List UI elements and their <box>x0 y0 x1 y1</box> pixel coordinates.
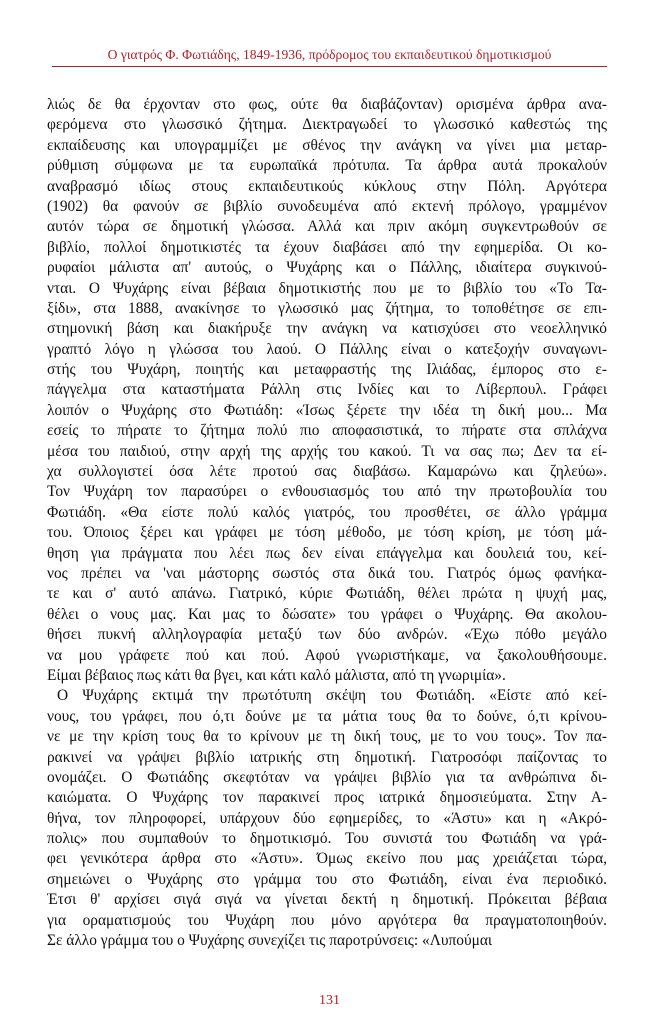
text-line: Τον Ψυχάρη τον παρασύρει ο ενθουσιασμός του από την πρωτοβουλία του <box>47 483 607 501</box>
text-line: να μου γράφετε πού και πού. Αφού γνωριστήκαμε, να ξακολουθήσουμε. <box>47 646 607 664</box>
text-line: τε και σ' αυτό απάνω. Γιατρικό, κύριε Φωτιάδη, θέλει πρώτα η ψυχή μας, <box>47 585 607 603</box>
text-line: του. Όποιος ξέρει και γράφει με τόση μέθοδο, με τόση κρίση, με τόση μά- <box>47 524 607 542</box>
text-line: φερόμενα στο γλωσσικό ζήτημα. Διεκτραγωδεί το γλωσσικό καθεστώς της <box>47 116 607 134</box>
text-line: στημονική βάση και διακήρυξε την ανάγκη να κατισχύσει στο νεοελληνικό <box>47 320 607 338</box>
text-line: νε με την κρίση τους θα το κρίνουν με τη δική τους, με το νου τους». Τον πα- <box>47 728 607 746</box>
text-line: ονομάζει. Ο Φωτιάδης σκεφτόταν να γράψει βιβλίο για τα ανθρώπινα δι- <box>47 768 607 786</box>
text-line: χα συλλογιστεί όσα λέτε προτού σας διαβάσω. Καμαρώνω και ζηλεύω». <box>47 463 607 481</box>
text-line: εσείς το πήρατε το ζήτημα πολύ πιο αποφασιστικά, το πήρατε στα σπλάχνα <box>47 422 607 440</box>
text-line: ξίδι», στα 1888, ανακίνησε το γλωσσικό μας ζήτημα, το τοποθέτησε σε επι- <box>47 299 607 317</box>
text-line: Ο Ψυχάρης εκτιμά την πρωτότυπη σκέψη του Φωτιάδη. «Είστε από κεί- <box>57 687 607 705</box>
running-head: Ο γιατρός Φ. Φωτιάδης, 1849-1936, πρόδρομος του εκπαιδευτικού δημοτικισμού <box>107 47 552 62</box>
text-line: μέσα του παιδιού, στην αρχή της αρχής του κακού. Τι να σας πω; Δεν τα εί- <box>47 442 607 460</box>
text-line: ρακινεί να γράψει βιβλίο ιατρικής στη δημοτική. Γιατροσόφι παίζοντας το <box>47 748 607 766</box>
text-line: νους, του γράφει, που ό,τι δούνε με τα μάτια τους θα το δούνε, ό,τι κρίνου- <box>47 707 607 725</box>
page-number: 131 <box>319 993 340 1008</box>
text-line: καιώματα. Ο Ψυχάρης τον παρακινεί προς ιατρικά δημοσιεύματα. Στην Α- <box>47 789 607 807</box>
text-line: εκπαίδευσης και υπογραμμίζει με σθένος την ανάγκη να γίνει μια μεταρ- <box>47 136 607 154</box>
text-line: θήσει πυκνή αλληλογραφία μεταξύ των δύο ανδρών. «Έχω πόθο μεγάλο <box>47 626 607 644</box>
text-line: φει γενικότερα άρθρα στο «Άστυ». Όμως εκείνο που μας χρειάζεται τώρα, <box>47 850 607 868</box>
text-line: λοιπόν ο Ψυχάρης στο Φωτιάδη: «Ίσως ξέρετε την ιδέα τη δική μου... Μα <box>47 401 607 419</box>
text-line: (1902) θα φανούν σε βιβλίο συνοδευμένα από εκτενή πρόλογο, γραμμένον <box>47 197 607 215</box>
text-line: γραπτό λόγο η γλώσσα του λαού. Ο Πάλλης είναι ο κατεξοχήν συναγωνι- <box>47 340 607 358</box>
text-line: ρύθμιση σύμφωνα με τα ευρωπαϊκά πρότυπα. Τα άρθρα αυτά προκαλούν <box>47 157 607 175</box>
text-line: Σε άλλο γράμμα του ο Ψυχάρης συνεχίζει τις παροτρύνσεις: «Λυπούμαι <box>47 932 493 950</box>
text-line: νται. Ο Ψυχάρης είναι βέβαια δημοτικιστής που με το βιβλίο του «Το Τα- <box>47 279 607 297</box>
text-line: για οραματισμούς του Ψυχάρη που μόνο αργότερα θα πραγματοποιηθούν. <box>47 911 607 929</box>
text-line: στής του Ψυχάρη, ποιητής και μεταφραστής της Ιλιάδας, έμπορος στο ε- <box>47 361 607 379</box>
text-line: βιβλίο, πολλοί δημοτικιστές τα έχουν διαβάσει από την εφημερίδα. Οι κο- <box>47 238 607 256</box>
text-line: αυτόν τώρα σε δημοτική γλώσσα. Αλλά και πριν ακόμη συγκεντρωθούν σε <box>47 218 607 236</box>
text-line: Έτσι θ' αρχίσει σιγά σιγά να γίνεται δεκτή η δημοτική. Πρόκειται βέβαια <box>47 891 607 909</box>
text-line: πολις» που συμπαθούν το δημοτικισμό. Του συνιστά του Φωτιάδη να γρά- <box>47 830 607 848</box>
text-line: πάγγελμα στα καταστήματα Ράλλη στις Ινδίες και το Λίβερπουλ. Γράφει <box>47 381 607 399</box>
text-line: Φωτιάδη. «Θα είστε πολύ καλός γιατρός, του προσθέτει, σε άλλο γράμμα <box>47 503 607 521</box>
text-line: θέλει ο νους μας. Και μας το δώσατε» του γράφει ο Ψυχάρης. Θα ακολου- <box>47 605 607 623</box>
header-rule <box>52 66 607 67</box>
text-line: Είμαι βέβαιος πως κάτι θα βγει, και κάτι καλό μάλιστα, από τη γνωριμία». <box>47 666 506 684</box>
text-line: ρυφαίοι μάλιστα απ' αυτούς, ο Ψυχάρης και ο Πάλλης, ιδιαίτερα συγκινού- <box>47 259 607 277</box>
text-line: νος πρέπει να 'ναι μάστορης σωστός στα δικά του. Γιατρός όμως φανήκα- <box>47 564 607 582</box>
text-line: αναβρασμό ιδίως στους εκπαιδευτικούς κύκλους στην Πόλη. Αργότερα <box>47 177 607 195</box>
body-text <box>47 95 607 951</box>
text-line: σημειώνει ο Ψυχάρης στο γράμμα του στο Φωτιάδη, είναι ένα περιοδικό. <box>47 870 607 888</box>
text-line: λιώς δε θα έρχονταν στο φως, ούτε θα διαβάζονταν) ορισμένα άρθρα ανα- <box>47 96 607 113</box>
text-line: θήνα, τον πληροφορεί, υπάρχουν δύο εφημερίδες, το «Άστυ» και η «Ακρό- <box>47 809 607 827</box>
text-line: θηση για πράγματα που λέει πως δεν είναι επάγγελμα και δουλειά του, κεί- <box>47 544 607 562</box>
